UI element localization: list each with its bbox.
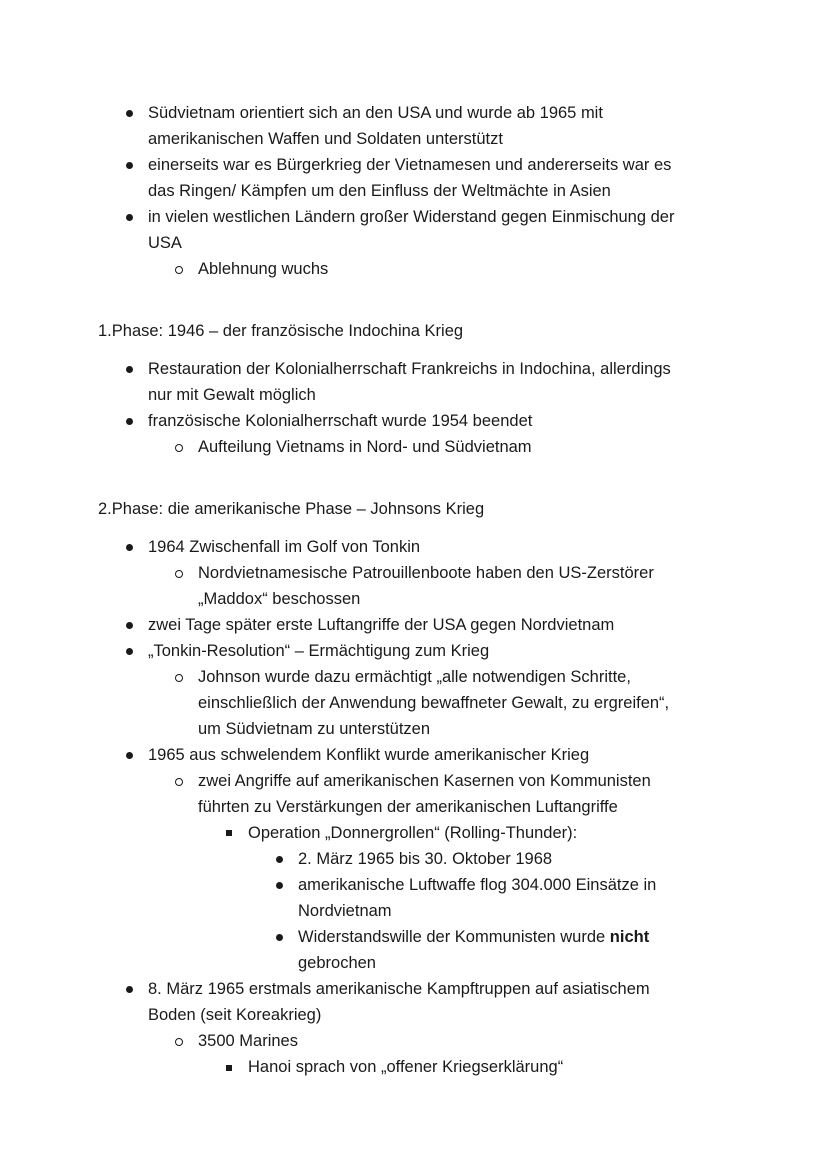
bullet-circle xyxy=(175,778,183,786)
bullet-square xyxy=(226,830,232,836)
list-item-text: 3500 Marines xyxy=(198,1032,298,1050)
bullet-disc xyxy=(126,366,133,373)
list-item-text: „Tonkin-Resolution“ – Ermächtigung zum Krieg xyxy=(148,642,490,660)
list-item-text: um Südvietnam zu unterstützen xyxy=(198,720,431,738)
bullet-disc xyxy=(126,162,133,169)
list-item-text: 8. März 1965 erstmals amerikanische Kampftruppen auf asiatischem xyxy=(148,980,650,998)
list-item-text: französische Kolonialherrschaft wurde 1954 beendet xyxy=(148,412,533,430)
bullet-disc xyxy=(126,986,133,993)
bullet-disc xyxy=(126,648,133,655)
list-item-text: das Ringen/ Kämpfen um den Einfluss der Weltmächte in Asien xyxy=(148,182,611,200)
list-item-text: Hanoi sprach von „offener Kriegserklärung“ xyxy=(248,1058,564,1076)
list-item-text xyxy=(298,924,649,950)
bullet-circle xyxy=(175,1038,183,1046)
list-item-text: Ablehnung wuchs xyxy=(198,260,329,278)
section-heading: 2.Phase: die amerikanische Phase – Johnsons Krieg xyxy=(98,500,485,518)
bullet-square xyxy=(226,1065,232,1071)
section-heading: 1.Phase: 1946 – der französische Indochina Krieg xyxy=(98,322,464,340)
list-item-text: führten zu Verstärkungen der amerikanischen Luftangriffe xyxy=(198,798,618,816)
bullet-circle xyxy=(175,266,183,274)
bullet-disc xyxy=(126,214,133,221)
bullet-disc xyxy=(276,882,283,889)
list-item-text: gebrochen xyxy=(298,954,376,972)
bullet-disc xyxy=(276,856,283,863)
list-item-text: 1965 aus schwelendem Konflikt wurde amerikanischer Krieg xyxy=(148,746,590,764)
bullet-disc xyxy=(126,752,133,759)
bullet-disc xyxy=(126,544,133,551)
emphasis-text: nicht xyxy=(609,928,650,946)
list-item-text: USA xyxy=(148,234,182,252)
list-item-text: einschließlich der Anwendung bewaffneter Gewalt, zu ergreifen“, xyxy=(198,694,670,712)
list-item-text: 2. März 1965 bis 30. Oktober 1968 xyxy=(298,850,553,868)
list-item-text: nur mit Gewalt möglich xyxy=(148,386,316,404)
list-item-text: einerseits war es Bürgerkrieg der Vietnamesen und andererseits war es xyxy=(148,156,672,174)
list-item-text: Johnson wurde dazu ermächtigt „alle notwendigen Schritte, xyxy=(198,668,631,686)
list-item-text: Südvietnam orientiert sich an den USA und wurde ab 1965 mit xyxy=(148,104,603,122)
bullet-disc xyxy=(126,110,133,117)
list-item-text: amerikanische Luftwaffe flog 304.000 Einsätze in xyxy=(298,876,657,894)
bullet-circle xyxy=(175,570,183,578)
list-item-text: Restauration der Kolonialherrschaft Frankreichs in Indochina, allerdings xyxy=(148,360,671,378)
list-item-text: Nordvietnamesische Patrouillenboote haben den US-Zerstörer xyxy=(198,564,654,582)
list-item-text: 1964 Zwischenfall im Golf von Tonkin xyxy=(148,538,421,556)
list-item-text: zwei Angriffe auf amerikanischen Kasernen von Kommunisten xyxy=(198,772,651,790)
list-item-text: in vielen westlichen Ländern großer Widerstand gegen Einmischung der xyxy=(148,208,675,226)
bullet-circle xyxy=(175,674,183,682)
list-item-text: Nordvietnam xyxy=(298,902,392,920)
list-item-text: „Maddox“ beschossen xyxy=(198,590,361,608)
bullet-disc xyxy=(276,934,283,941)
list-item-text: amerikanischen Waffen und Soldaten unterstützt xyxy=(148,130,503,148)
bullet-disc xyxy=(126,622,133,629)
bullet-circle xyxy=(175,444,183,452)
list-item-text: Operation „Donnergrollen“ (Rolling-Thunder): xyxy=(248,824,578,842)
list-item-text: Aufteilung Vietnams in Nord- und Südvietnam xyxy=(198,438,532,456)
list-item-text-part: Widerstandswille der Kommunisten wurde xyxy=(298,928,610,946)
list-item-text: zwei Tage später erste Luftangriffe der USA gegen Nordvietnam xyxy=(148,616,615,634)
bullet-disc xyxy=(126,418,133,425)
list-item-text: Boden (seit Koreakrieg) xyxy=(148,1006,322,1024)
